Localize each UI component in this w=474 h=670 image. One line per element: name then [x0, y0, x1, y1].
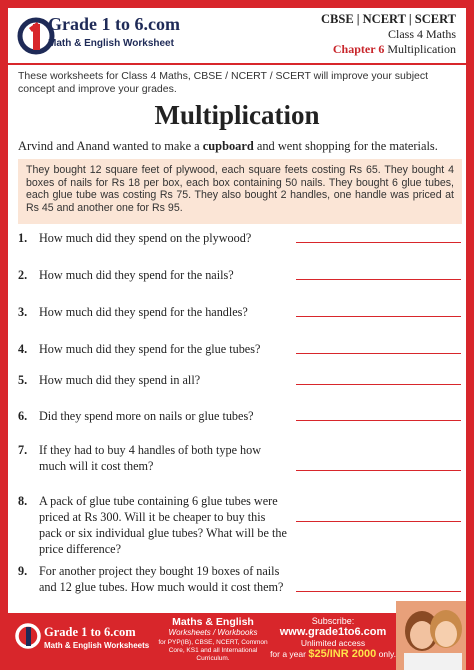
question-text: How much did they spend in all? [39, 373, 201, 387]
page-title: Multiplication [154, 100, 320, 130]
footer-brand-name: Grade 1 to 6.com [44, 625, 136, 639]
question-number: 9. [18, 564, 28, 578]
website-link[interactable]: www.grade1to6.com [279, 626, 387, 638]
price-prefix: for a year [270, 649, 306, 659]
question-text: How much did they spend for the nails? [39, 268, 234, 282]
question-number: 5. [18, 373, 28, 387]
lead-keyword: cupboard [202, 139, 254, 153]
answer-line[interactable] [296, 353, 461, 354]
question-number: 3. [18, 305, 28, 319]
question-number: 4. [18, 342, 28, 356]
question-text: How much did they spend on the plywood? [39, 231, 252, 245]
footer-curriculum: for PYP(IB), CBSE, NCERT, Common Core, KS1 and all International Curriculum. [158, 639, 268, 662]
footer-product-title: Maths & English [172, 616, 254, 628]
access-label: Unlimited access [300, 638, 366, 648]
question-number: 1. [18, 231, 28, 245]
footer-product-sub: Worksheets / Workbooks [168, 628, 258, 637]
board-label: CBSE | NCERT | SCERT [321, 12, 456, 26]
scenario-box: They bought 12 square feet of plywood, each square feets costing Rs 65. They bought 4 boxes of nails for Rs 18 per box, each box containing 50 nails. They bought 6 glue tubes, each glue tube was costing Rs 75. They also bought 2 handles, one handle was priced at Rs 45 and another one for Rs 95. [18, 159, 462, 224]
footer-logo-icon [14, 619, 44, 653]
answer-line[interactable] [296, 521, 461, 522]
footer-product-info [158, 616, 268, 663]
question-text: How much did they spend for the glue tubes? [39, 342, 261, 356]
brand-tagline: Math & English Worksheet [48, 38, 174, 49]
answer-line[interactable] [296, 470, 461, 471]
answer-line[interactable] [296, 242, 461, 243]
lead-after: and went shopping for the materials. [253, 139, 438, 153]
curriculum-info [321, 12, 456, 57]
answer-line[interactable] [296, 591, 461, 592]
question-number: 2. [18, 268, 28, 282]
lead-sentence [18, 139, 463, 154]
footer-subscribe [268, 616, 398, 660]
question-text: If they had to buy 4 handles of both type how much will it cost them? [39, 443, 262, 473]
answer-line[interactable] [296, 279, 461, 280]
price-value: $25/INR 2000 [308, 648, 377, 660]
question-number: 7. [18, 443, 28, 457]
question-text: For another project they bought 19 boxes of nails and 12 glue tubes. How much would it cost them? [39, 564, 284, 594]
header-divider [8, 63, 466, 65]
answer-line[interactable] [296, 384, 461, 385]
footer-brand-tagline: Math & English Worksheets [44, 641, 150, 650]
answer-line[interactable] [296, 316, 461, 317]
question-number: 8. [18, 494, 28, 508]
children-photo [396, 601, 466, 670]
intro-text: These worksheets for Class 4 Maths, CBSE / NCERT / SCERT will improve your subject concept and improve your grades. [18, 70, 429, 95]
subscribe-label: Subscribe: [311, 616, 355, 626]
question-number: 6. [18, 409, 28, 423]
class-subject: Class 4 Maths [387, 27, 456, 41]
answer-line[interactable] [296, 420, 461, 421]
price-suffix: only. [378, 649, 396, 659]
question-text: Did they spend more on nails or glue tubes? [39, 409, 254, 423]
worksheet-page [8, 8, 466, 613]
brand-name: Grade 1 to 6.com [48, 14, 180, 34]
question-text: A pack of glue tube containing 6 glue tubes were priced at Rs 300. Will it be cheaper to buy this pack or six individual glue tubes? What will be the price difference? [39, 494, 287, 556]
footer-banner [8, 613, 466, 670]
chapter-number: Chapter 6 [332, 42, 385, 56]
price-line [268, 648, 398, 660]
lead-before: Arvind and Anand wanted to make a [18, 139, 203, 153]
chapter-title: Multiplication [387, 42, 456, 56]
chapter-line [321, 42, 456, 57]
question-text: How much did they spend for the handles? [39, 305, 248, 319]
